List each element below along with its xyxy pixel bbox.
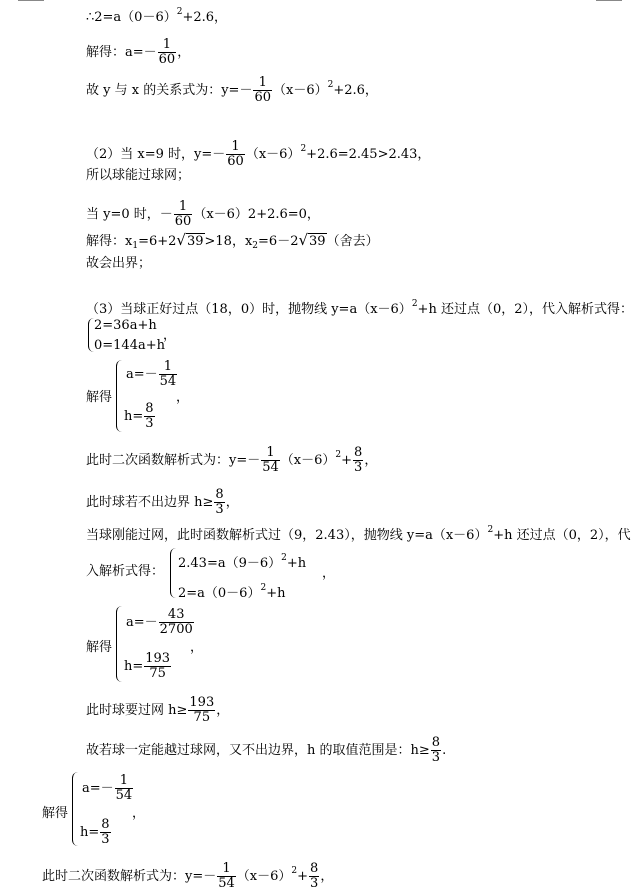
system-brace — [72, 772, 78, 846]
fraction: $\frac{1}{54}$ — [218, 861, 235, 891]
fraction: $\frac{8}{3}$ — [431, 735, 441, 765]
line-1: $\therefore 2=a(0-6)^2+2.6$， — [86, 7, 228, 25]
solution-3-comma: ， — [132, 806, 146, 821]
top-rule-left — [18, 0, 44, 1]
fraction: $\frac{8}{3}$ — [310, 861, 319, 891]
line-3: 故 y 与 x 的关系式为：y=－ $\frac{1}{60}$ $(x-6)^2+2.6$， — [86, 75, 378, 105]
solution-1-comma: ， — [176, 390, 190, 405]
line-7: 解得：$x_1=6+2√39>18$，$x_2=6-2√39$（舍去） — [86, 231, 379, 251]
fraction: $\frac{8}{3}$ — [354, 445, 363, 475]
solution-1-h: h= $\frac{8}{3}$ — [124, 401, 154, 431]
line-13: 入解析式得： — [86, 564, 165, 579]
line-16: 此时二次函数解析式为：y=－ $\frac{1}{54}$ $(x-6)^2+$ $\frac{8}{3}$ ， — [42, 861, 334, 891]
line-2: 解得：a=－ $\frac{1}{60}$ ， — [86, 37, 191, 67]
line-5: 所以球能过球网； — [86, 168, 191, 183]
fraction: $\frac{1}{54}$ — [159, 359, 177, 389]
line-12: 当球刚能过网，此时函数解析式过（9，2.43），抛物线 $y=a(x-6)^2+h$ 还过点（0，2），代 — [86, 525, 631, 543]
line-4: （2）当 x=9 时，y=－ $\frac{1}{60}$ $(x-6)^2+2.6=2.45>2.43$， — [86, 139, 431, 169]
solution-2-a: a=－ $\frac{43}{2700}$ — [126, 607, 193, 637]
system-2-eq2: $2=a(0-6)^2+h$ — [178, 583, 286, 601]
fraction: $\frac{193}{75}$ — [189, 695, 215, 725]
system-brace — [170, 548, 176, 598]
system-brace — [116, 360, 122, 432]
solution-2-label: 解得 — [86, 640, 113, 655]
system-1-eq1: 2=36a+h — [94, 318, 157, 333]
fraction: $\frac{193}{75}$ — [145, 651, 171, 681]
solution-1-label: 解得 — [86, 390, 113, 405]
solution-1-a: a=－ $\frac{1}{54}$ — [126, 359, 177, 389]
solution-2-comma: ， — [190, 640, 204, 655]
system-2-eq1: $2.43=a(9-6)^2+h$ — [178, 553, 307, 571]
line-6: 当 y=0 时，－ $\frac{1}{60}$ （x－6）2+2.6=0， — [86, 199, 320, 229]
fraction: $\frac{43}{2700}$ — [159, 607, 193, 637]
line-9: （3）当球正好过点（18，0）时，抛物线 $y=a(x-6)^2+h$ 还过点（0，2），代入解析式得： — [86, 299, 633, 317]
solution-3-label: 解得 — [42, 806, 69, 821]
line-8: 故会出界； — [86, 256, 152, 271]
system-1-comma: ， — [163, 328, 177, 343]
fraction: $\frac{8}{3}$ — [101, 817, 110, 847]
system-1-eq2: 0=144a+h — [94, 338, 165, 353]
solution-2-h: h= $\frac{193}{75}$ — [124, 651, 171, 681]
fraction: $\frac{1}{54}$ — [262, 445, 279, 475]
system-brace — [116, 606, 122, 682]
fraction: $\frac{1}{60}$ — [254, 75, 271, 105]
fraction: $\frac{1}{60}$ — [174, 199, 192, 229]
system-2-comma: ， — [322, 566, 336, 581]
fraction: $\frac{1}{54}$ — [115, 773, 133, 803]
solution-3-h: h= $\frac{8}{3}$ — [80, 817, 110, 847]
fraction: $\frac{8}{3}$ — [145, 401, 154, 431]
line-15: 故若球一定能越过球网，又不出边界，h 的取值范围是：h≥ $\frac{8}{3}$ . — [86, 735, 447, 765]
fraction: $\frac{8}{3}$ — [215, 487, 224, 517]
fraction: $\frac{1}{60}$ — [158, 37, 176, 67]
line-11: 此时球若不出边界 h≥ $\frac{8}{3}$ ， — [86, 487, 239, 517]
sqrt: √39 — [298, 231, 326, 249]
line-10: 此时二次函数解析式为：y=－ $\frac{1}{54}$ $(x-6)^2+$ $\frac{8}{3}$ ， — [86, 445, 378, 475]
top-rule-right — [596, 0, 622, 1]
solution-3-a: a=－ $\frac{1}{54}$ — [82, 773, 133, 803]
line-14: 此时球要过网 h≥ $\frac{193}{75}$ ， — [86, 695, 230, 725]
fraction: $\frac{1}{60}$ — [227, 139, 244, 169]
sqrt: √39 — [176, 231, 204, 249]
